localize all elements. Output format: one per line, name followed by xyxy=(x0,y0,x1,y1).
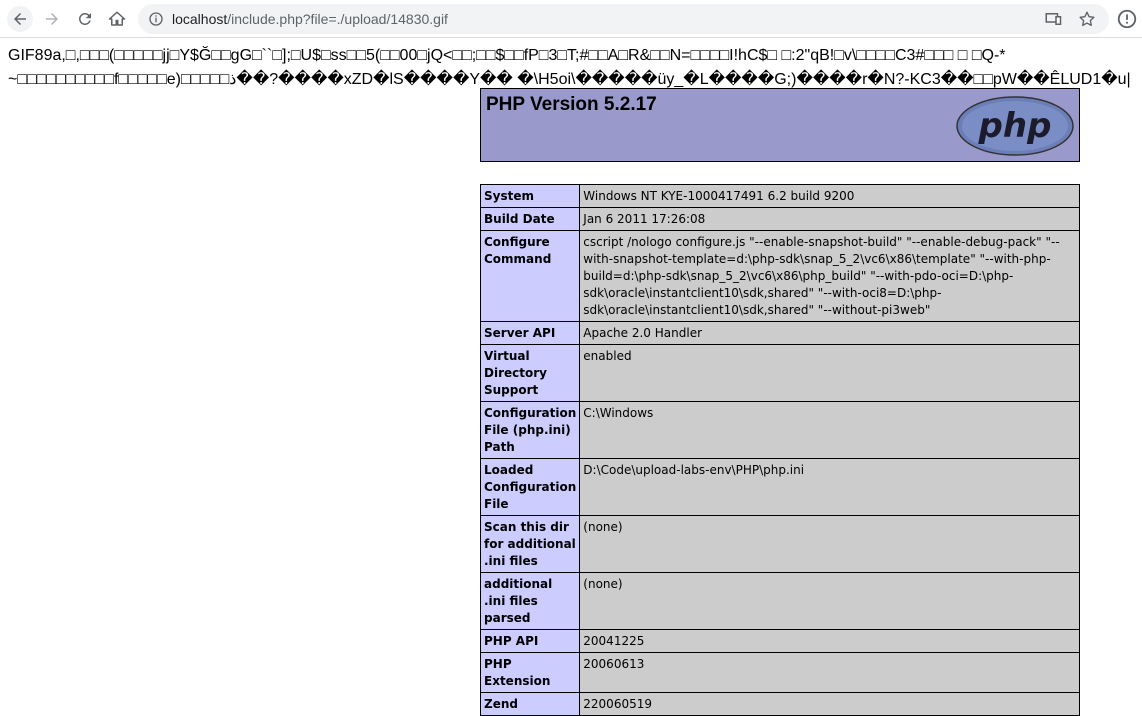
table-row xyxy=(481,402,1080,459)
table-row xyxy=(481,630,1080,653)
row-label: Configuration File (php.ini) Path xyxy=(481,402,580,459)
address-bar[interactable] xyxy=(138,4,1109,34)
row-value: (none) xyxy=(580,516,1080,573)
row-label: System xyxy=(481,185,580,208)
php-version-title: PHP Version 5.2.17 xyxy=(486,94,657,115)
table-row xyxy=(481,653,1080,693)
star-icon[interactable] xyxy=(1078,10,1096,28)
row-value: 220060519 xyxy=(580,693,1080,716)
row-label: Scan this dir for additional .ini files xyxy=(481,516,580,573)
url-text[interactable] xyxy=(172,11,448,27)
row-label: Virtual Directory Support xyxy=(481,345,580,402)
row-label: Loaded Configuration File xyxy=(481,459,580,516)
reload-icon xyxy=(76,10,94,28)
row-value: Windows NT KYE-1000417491 6.2 build 9200 xyxy=(580,185,1080,208)
row-label: Zend xyxy=(481,693,580,716)
row-label: Configure Command xyxy=(481,231,580,322)
browser-toolbar xyxy=(0,0,1142,38)
row-label: PHP Extension xyxy=(481,653,580,693)
php-logo-text: php xyxy=(978,106,1052,146)
home-icon xyxy=(108,10,126,28)
reload-button[interactable] xyxy=(72,6,98,32)
row-value: 20041225 xyxy=(580,630,1080,653)
row-value: (none) xyxy=(580,573,1080,630)
row-label: Build Date xyxy=(481,208,580,231)
table-row xyxy=(481,516,1080,573)
arrow-right-icon xyxy=(43,10,61,28)
url-host: localhost xyxy=(172,11,228,27)
row-value: C:\Windows xyxy=(580,402,1080,459)
row-value: D:\Code\upload-labs-env\PHP\php.ini xyxy=(580,459,1080,516)
raw-gif-text-line-2: ~□□□□□□□□□□f□□□□□e)□□□□□ذ��?����xZD�lS����Y�� �\H5oi\�����üy_�L����G;)����r�N?-KC3��□□pW��ÊLUD1�u| xyxy=(8,71,1131,88)
row-value: cscript /nologo configure.js "--enable-snapshot-build" "--enable-debug-pack" "--with-snapshot-template=d:\php-sdk\snap_5_2\vc6\x86\template" "--with-php-build=d:\php-sdk\snap_5_2\vc6\x86\php_build" "--with-pdo-oci=D:\php-sdk\oracle\instantclient10\sdk,shared" "--with-oci8=D:\php-sdk\oracle\instantclient10\sdk,shared" "--without-pi3web" xyxy=(580,231,1080,322)
back-button[interactable] xyxy=(7,6,33,32)
raw-gif-text-line-1: GIF89a,□,□□□(□□□□□jj□Y$Ğ□□gG□``□];□U$□ss□□5(□□00□jQ<□□;□□$□□fP□3□T;#□□A□R&□□N=□□□□I!hC$□ □:2"qB!□v\□□□□C3#□□□ □ □Q-* xyxy=(8,47,1006,64)
table-row xyxy=(481,459,1080,516)
arrow-left-icon xyxy=(11,10,29,28)
home-button[interactable] xyxy=(104,6,130,32)
table-row xyxy=(481,345,1080,402)
url-path: /include.php?file=./upload/14830.gif xyxy=(227,11,448,27)
row-value: Jan 6 2011 17:26:08 xyxy=(580,208,1080,231)
table-row xyxy=(481,231,1080,322)
row-label: PHP API xyxy=(481,630,580,653)
row-label: Server API xyxy=(481,322,580,345)
row-value: Apache 2.0 Handler xyxy=(580,322,1080,345)
info-icon[interactable] xyxy=(148,11,164,27)
row-value: enabled xyxy=(580,345,1080,402)
row-label: additional .ini files parsed xyxy=(481,573,580,630)
cast-icon[interactable] xyxy=(1044,10,1062,28)
table-row xyxy=(481,573,1080,630)
row-value: 20060613 xyxy=(580,653,1080,693)
table-row xyxy=(481,322,1080,345)
phpinfo-table xyxy=(480,184,1080,716)
php-logo[interactable] xyxy=(955,95,1075,157)
table-row xyxy=(481,693,1080,716)
account-icon[interactable] xyxy=(1116,8,1138,30)
table-row xyxy=(481,208,1080,231)
phpinfo-header xyxy=(480,88,1080,162)
table-row xyxy=(481,185,1080,208)
forward-button[interactable] xyxy=(39,6,65,32)
